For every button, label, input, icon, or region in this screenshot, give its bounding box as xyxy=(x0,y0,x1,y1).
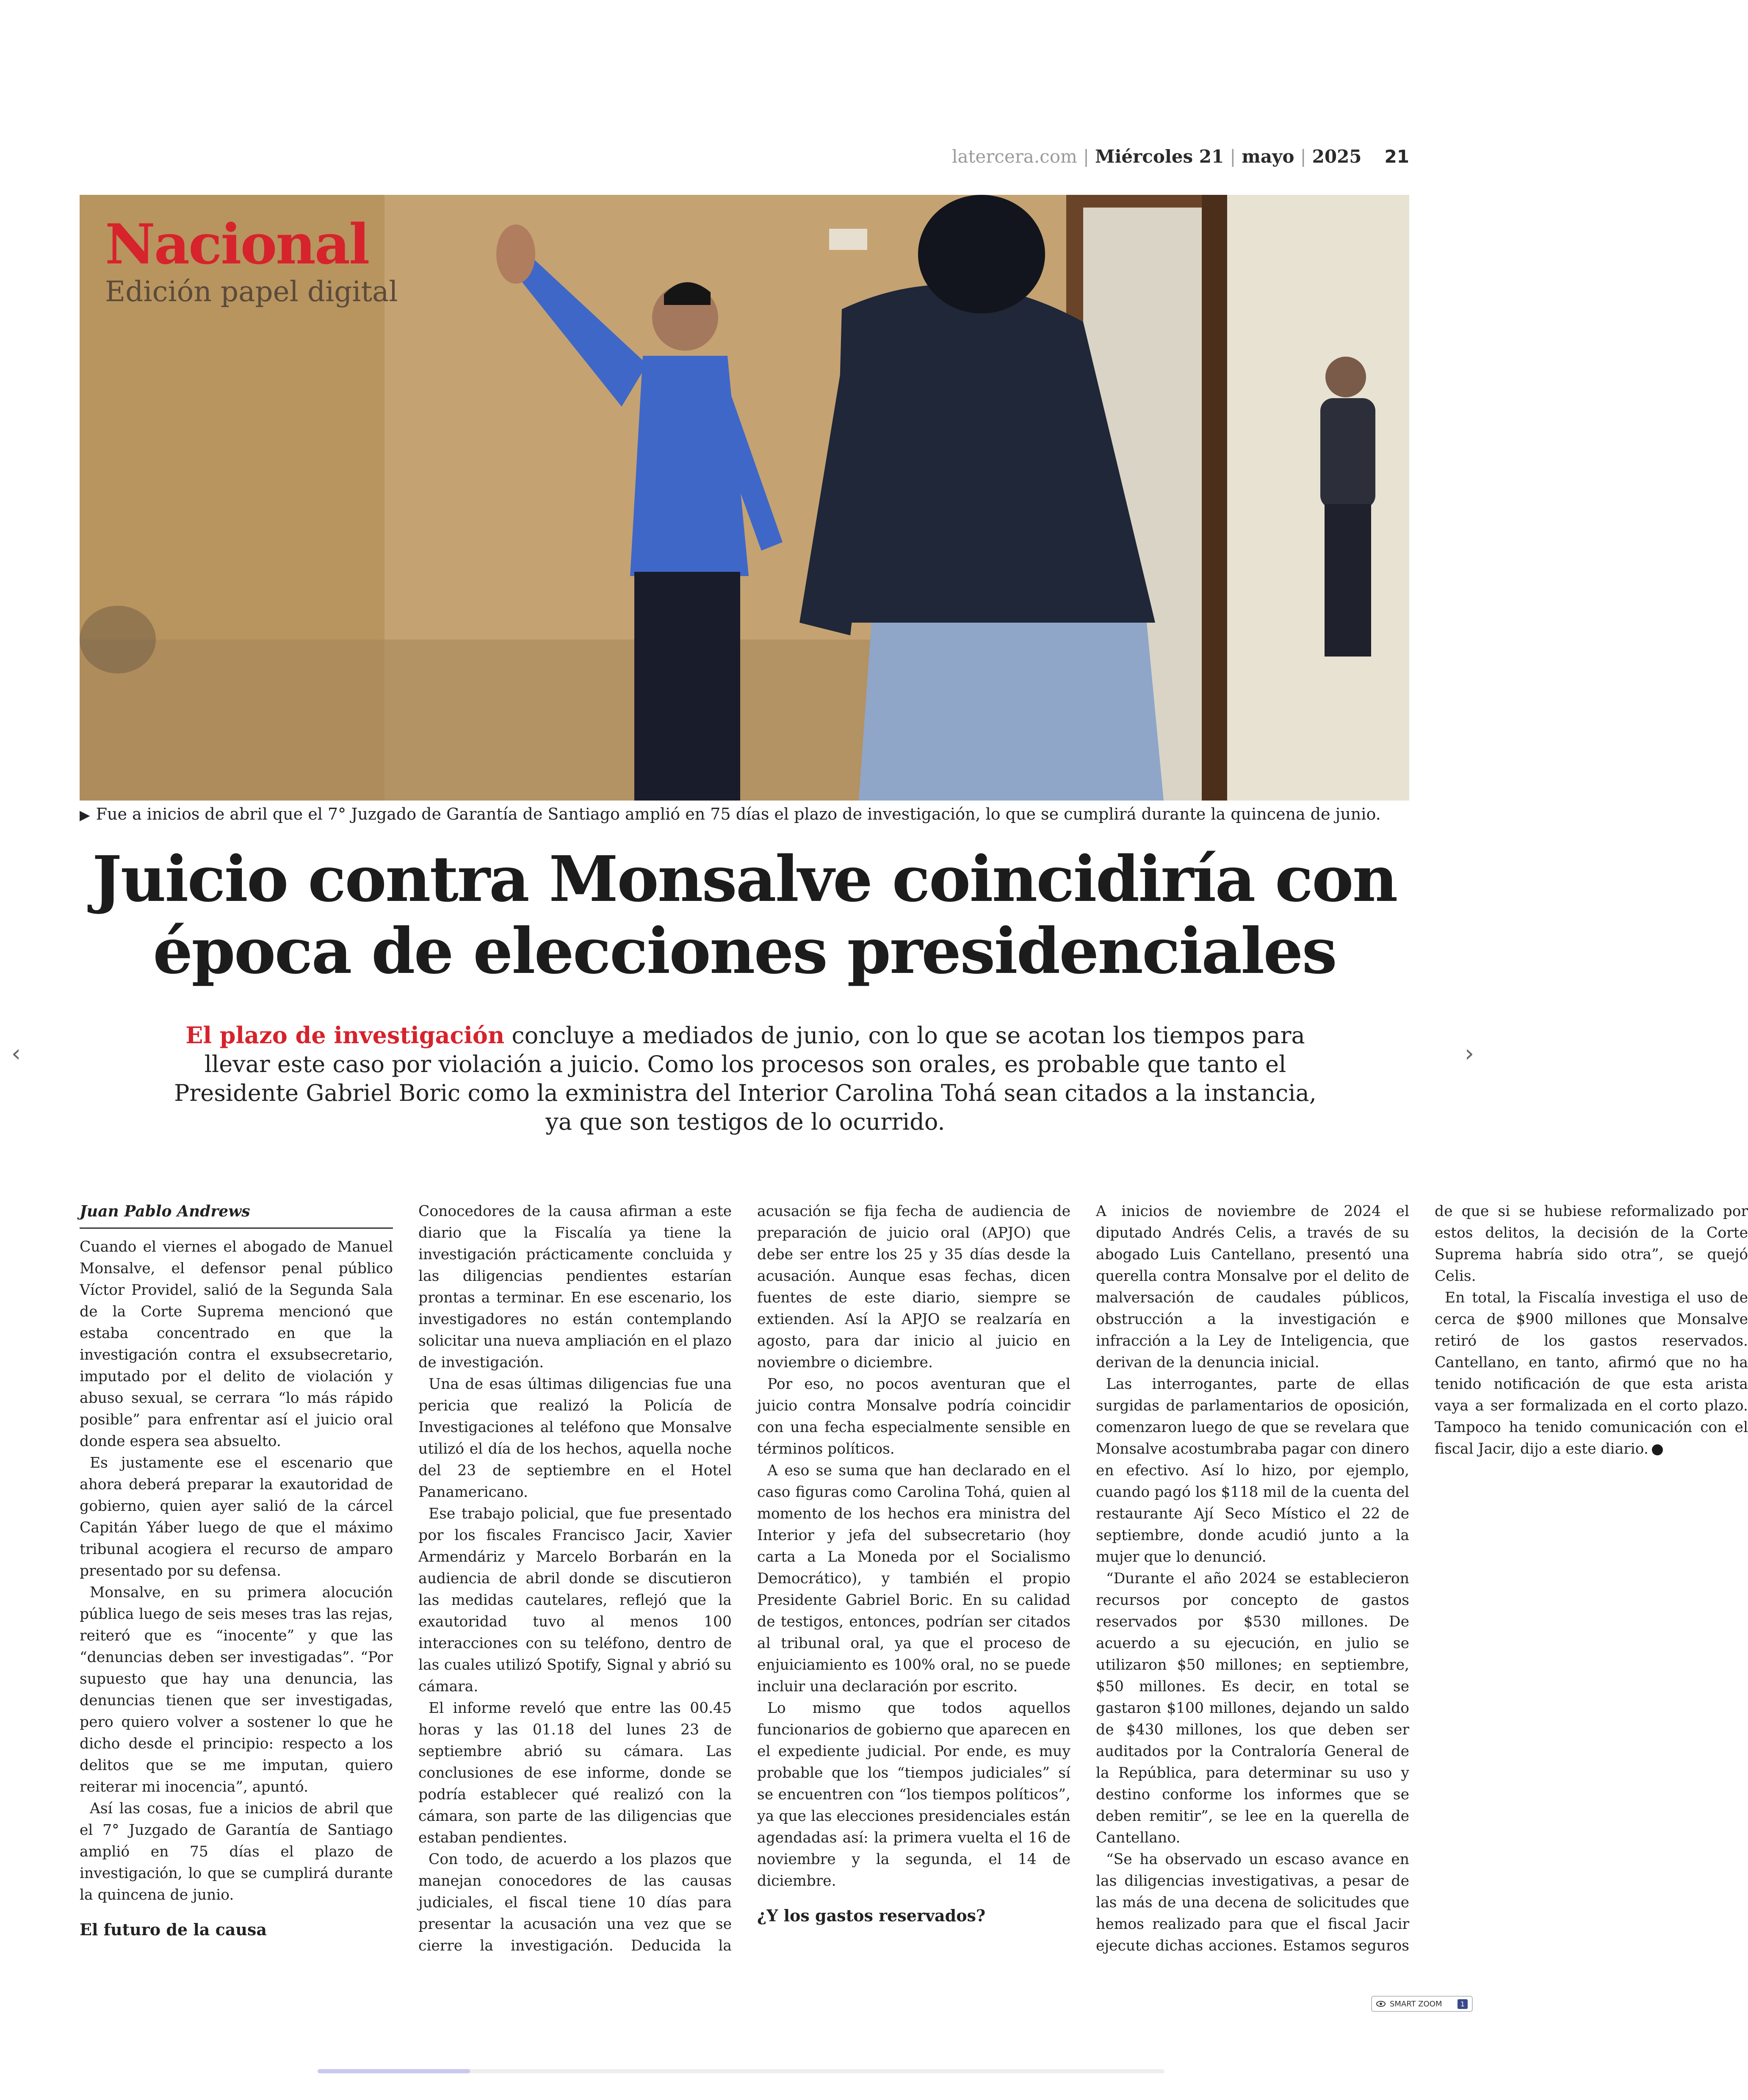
page-folio xyxy=(952,146,1409,167)
paragraph: Conocedores de la causa afirman a este diario que la Fiscalía ya tiene la investigación prácticamente concluida y las diligencias pendientes estarían prontas a terminar. En ese escenario, los investigadores no están contemplando solicitar una nueva ampliación en el plazo de investigación. xyxy=(418,1203,732,1371)
paragraph: Así las cosas, fue a inicios de abril que el 7° Juzgado de Garantía de Santiago amplió en 75 días el plazo de investigación, lo que se cumplirá durante la quincena de junio. xyxy=(80,1800,393,1903)
subheading: El futuro de la causa xyxy=(80,1920,267,1939)
paragraph: A eso se suma que han declarado en el caso figuras como Carolina Tohá, quien al momento de los hechos era ministra del Interior y jefa del subsecretario (hoy carta a La Moneda por el Socialismo Democrático), y también el propio Presidente Gabriel Boric. En su calidad de testigos, entonces, podrían ser citados al tribunal oral, ya que el proceso de enjuiciamiento es 100% oral, no se puede incluir una declaración por escrito. xyxy=(757,1462,1070,1695)
previous-page-button[interactable] xyxy=(3,1040,29,1065)
paragraph: Una de esas últimas diligencias fue una pericia que realizó la Policía de Investigaciones al teléfono que Monsalve utilizó el día de los hechos, aquella noche del 23 de septiembre en el Hotel Panamericano. xyxy=(418,1376,732,1501)
folio-month: mayo xyxy=(1242,146,1294,167)
folio-day: Miércoles 21 xyxy=(1095,146,1224,167)
photo-caption xyxy=(80,805,1409,823)
smart-zoom-button[interactable] xyxy=(1371,1996,1473,2012)
section-name: Nacional xyxy=(105,212,369,277)
paragraph xyxy=(1435,1287,1748,1460)
paragraph-text: En total, la Fiscalía investiga el uso de cerca de $900 millones que Monsalve retiró de los gastos reservados. Cantellano, en tanto, afirmó que no ha tenido notificación de que esta arista vaya a ser formalizada en el corto plazo. Tampoco ha tenido comunicación con el fiscal Jacir, dijo a este diario. xyxy=(1435,1289,1748,1457)
paragraph: “Durante el año 2024 se establecieron recursos por concepto de gastos reservados por $530 millones. De acuerdo a su ejecución, en julio se utilizaron $50 millones; en septiembre, $50 millones. Es decir, en total se gastaron $100 millones, dejando un saldo de $430 millones, los que deben ser auditados por la Contraloría General de la República, para determinar su uso y destino conforme los informes que se deben remitir”, se lee en la querella de Cantellano. xyxy=(1096,1570,1409,1846)
smart-zoom-label: SMART ZOOM xyxy=(1390,1999,1442,2009)
caption-text: Fue a inicios de abril que el 7° Juzgado de Garantía de Santiago amplió en 75 días el plazo de investigación, lo que se cumplirá durante la quincena de junio. xyxy=(96,805,1381,823)
paragraph: Cuando el viernes el abogado de Manuel Monsalve, el defensor penal público Víctor Providel, salió de la Segunda Sala de la Corte Suprema mencionó que estaba concentrado en que la investigación contra el exsubsecretario, imputado por el delito de violación y abuso sexual, se cerrara “lo más rápido posible” para enfrentar así el juicio oral donde espera sea absuelto. xyxy=(80,1238,393,1450)
eye-icon xyxy=(1376,2001,1386,2007)
lead-text: concluye a mediados de junio, con lo que se acotan los tiempos para llevar este caso por violación a juicio. Como los procesos son orales, es probable que tanto el Presidente Gabriel Boric como la exministra del Interior Carolina Tohá sean citados a la instancia, ya que son testigos de lo ocurrido. xyxy=(174,1022,1317,1135)
folio-separator: | xyxy=(1083,146,1089,167)
folio-separator: | xyxy=(1300,146,1306,167)
paragraph: “Se ha observado un escaso avance en las diligencias investigativas, a pesar de las más de una decena de solicitudes que hemos realizado para que el fiscal Jacir ejecute dichas acciones. Estamos seguros de que si se hubiese reformalizado por estos delitos, la decisión de la Corte Suprema habría sido otra”, se quejó Celis. xyxy=(1096,1203,1748,1954)
paragraph: Con todo, de acuerdo a los plazos que manejan conocedores de las causas judiciales, el fiscal tiene 10 días para presentar la acusación una vez que se cierre la investigación. Deducida la acusación se fija fecha de audiencia de preparación de juicio oral (APJO) que debe ser entre los 25 y 35 días desde la acusación. Aunque esas fechas, dicen fuentes de este diario, siempre se extienden. Así la APJO se realzaría en agosto, para dar inicio al juicio en noviembre o diciembre. xyxy=(418,1203,1070,1954)
edition-label: Edición papel digital xyxy=(105,275,398,308)
folio-year: 2025 xyxy=(1312,146,1362,167)
caption-arrow-icon: ▶ xyxy=(80,807,90,823)
next-page-button[interactable] xyxy=(1457,1040,1482,1065)
page-number: 21 xyxy=(1384,146,1409,167)
reading-progress-fill xyxy=(318,2069,470,2073)
paragraph: Por eso, no pocos aventuran que el juicio contra Monsalve podría coincidir con una fecha especialmente sensible en términos políticos. xyxy=(757,1376,1070,1457)
byline: Juan Pablo Andrews xyxy=(80,1201,393,1229)
end-mark-icon xyxy=(1652,1444,1663,1455)
folio-separator: | xyxy=(1230,146,1236,167)
paragraph: Ese trabajo policial, que fue presentado por los fiscales Francisco Jacir, Xavier Armendáriz y Marcelo Borbarán en la audiencia de abril donde se discutieron las medidas cautelares, reflejó que la exautoridad tuvo al menos 100 interacciones con su teléfono, dentro de las cuales utilizó Spotify, Signal y abrió su cámara. xyxy=(418,1505,732,1695)
site-name: latercera.com xyxy=(952,146,1077,167)
lead-kicker: El plazo de investigación xyxy=(185,1022,505,1049)
page-badge: 1 xyxy=(1458,1999,1468,2009)
lead-photo xyxy=(80,195,1409,801)
lead-paragraph xyxy=(161,1021,1330,1136)
headline: Juicio contra Monsalve coincidiría con época de elecciones presidenciales xyxy=(92,842,1397,988)
paragraph: Las interrogantes, parte de ellas surgidas de parlamentarios de oposición, comenzaron luego de que se revelara que Monsalve acostumbraba pagar con dinero en efectivo. Así lo hizo, por ejemplo, cuando pagó los $118 mil de la cuenta del restaurante Ají Seco Místico el 22 de septiembre, donde acudió junto a la mujer que lo denunció. xyxy=(1096,1376,1409,1565)
paragraph: Es justamente ese el escenario que ahora deberá preparar la exautoridad de gobierno, quien ayer salió de la cárcel Capitán Yáber luego de que el máximo tribunal acogiera el recurso de amparo presentado por su defensa. xyxy=(80,1454,393,1579)
chevron-left-icon: ‹ xyxy=(11,1040,21,1067)
article-body xyxy=(80,1201,1748,1959)
paragraph: A inicios de noviembre de 2024 el diputado Andrés Celis, a través de su abogado Luis Cantellano, presentó una querella contra Monsalve por el delito de malversación de caudales públicos, obstrucción a la investigación e infracción a la Ley de Inteligencia, que derivan de la denuncia inicial. xyxy=(1096,1203,1409,1371)
paragraph: El informe reveló que entre las 00.45 horas y las 01.18 del lunes 23 de septiembre abrió su cámara. Las conclusiones de ese informe, donde se podría establecer qué realizó con la cámara, son parte de las diligencias que estaban pendientes. xyxy=(418,1700,732,1846)
subheading: ¿Y los gastos reservados? xyxy=(757,1906,986,1925)
paragraph: Lo mismo que todos aquellos funcionarios de gobierno que aparecen en el expediente judicial. Por ende, es muy probable que los “tiempos judiciales” sí se encuentren con “los tiempos políticos”, ya que las elecciones presidenciales están agendadas así: la primera vuelta el 16 de noviembre y la segunda, el 14 de diciembre. xyxy=(757,1700,1070,1889)
reading-progress-bar[interactable] xyxy=(318,2069,1164,2073)
paragraph: Monsalve, en su primera alocución pública luego de seis meses tras las rejas, reiteró que es “inocente” y que las “denuncias deben ser investigadas”. “Por supuesto que hay una denuncia, las denuncias tienen que ser investigadas, pero quiero volver a sostener lo que he dicho desde el principio: respecto a los delitos que se me imputan, quiero reiterar mi inocencia”, apuntó. xyxy=(80,1584,393,1795)
chevron-right-icon: › xyxy=(1464,1040,1474,1067)
